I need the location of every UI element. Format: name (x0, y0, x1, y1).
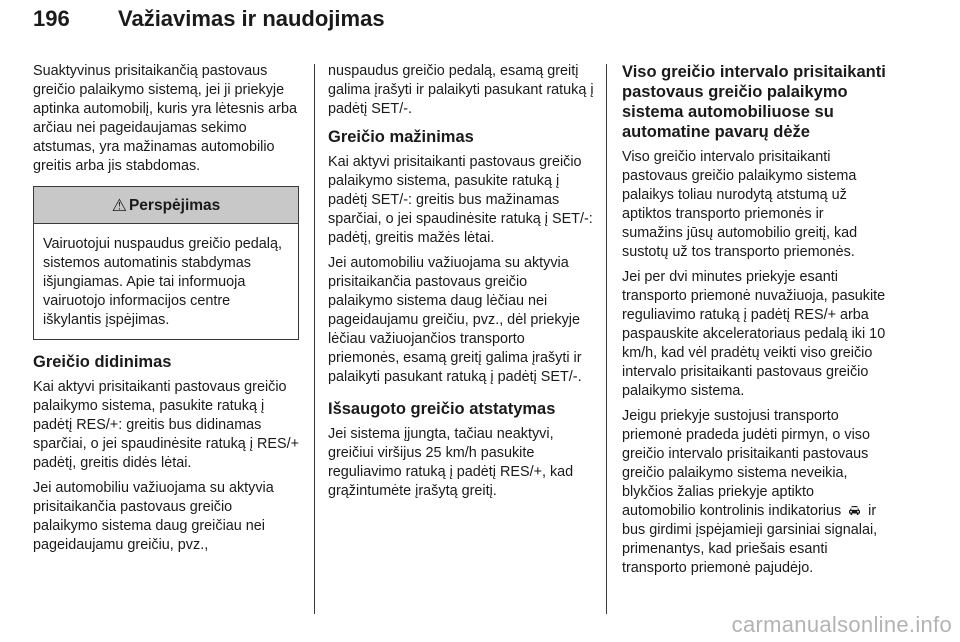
vehicle-ahead-icon (848, 505, 861, 516)
warning-body (34, 224, 298, 339)
section-heading-full-range: Viso greičio intervalo prisitaikanti pastovaus greičio palaikymo sistema automobiliuose su automatine pavarų dėže (622, 63, 886, 141)
warning-header (34, 187, 298, 224)
paragraph: Jei sistema įjungta, tačiau neaktyvi, greičiui viršijus 25 km/h pasukite reguliavimo ratuką į padėtį RES/+, kad grąžintumėte įrašytą greitį. (328, 426, 574, 499)
paragraph: Kai aktyvi prisitaikanti pastovaus greičio palaikymo sistema, pasukite ratuką į padėtį RES/+: greitis bus didinamas sparčiai, o jei spaudinėsite ratuką į RES/+ padėtį, greitis didės lėtai. (33, 379, 299, 471)
intro-paragraph: Suaktyvinus prisitaikančią pastovaus greičio palaikymo sistemą, jei ji priekyje aptinka automobilį, kuris yra lėtesnis arba arčiau nei pageidaujamas sekimo atstumas, yra mažinamas automobilio greitis arba jis stabdomas. (33, 63, 297, 174)
page-title: Važiavimas ir naudojimas (118, 6, 385, 31)
paragraph: Viso greičio intervalo prisitaikanti pastovaus greičio palaikymo sistema palaikys toliau nurodytą atstumą už aptiktos transporto priemonės ir sumažins jūsų automobilio greitį, kad sustotų už tos transporto priemonės. (622, 149, 858, 260)
section-heading-decrease: Greičio mažinimas (328, 128, 474, 146)
paragraph: Kai aktyvi prisitaikanti pastovaus greičio palaikymo sistema, pasukite ratuką į padėtį SET/-: greitis bus mažinamas sparčiai, o jei spaudinėsite ratuką į SET/-: padėtį, greitis mažės lėtai. (328, 154, 593, 246)
watermark: carmanualsonline.info (731, 612, 952, 637)
paragraph-text: ir bus girdimi įspėjamieji garsiniai signalai, primenantys, kad priešais esanti transporto priemonė pajudėjo. (622, 503, 878, 576)
column-divider (314, 64, 315, 614)
paragraph: Jei per dvi minutes priekyje esanti transporto priemonė nuvažiuoja, pasukite reguliavimo ratuką į padėtį RES/+ arba paspauskite akceleratoriaus pedalą iki 10 km/h, kad vėl pradėtų veikti viso greičio intervalo prisitaikanti pastovaus greičio palaikymo sistema. (622, 269, 886, 399)
section-heading-restore: Išsaugoto greičio atstatymas (328, 400, 556, 418)
warning-box (33, 186, 299, 340)
paragraph: nuspaudus greičio pedalą, esamą greitį galima įrašyti ir palaikyti pasukant ratuką į padėtį SET/-. (328, 63, 594, 117)
paragraph: Jei automobiliu važiuojama su aktyvia prisitaikančia pastovaus greičio palaikymo sistema daug greičiau nei pageidaujamu greičiu, pvz., (33, 480, 274, 553)
warning-title: Perspėjimas (128, 196, 221, 214)
page-number: 196 (33, 6, 70, 31)
column-right (622, 62, 888, 584)
page-header (33, 6, 929, 50)
warning-text: Vairuotojui nuspaudus greičio pedalą, sistemos automatinis stabdymas išjungiamas. Apie tai informuoja vairuotojo informacijos centre iškylantis įspėjimas. (43, 236, 282, 328)
paragraph: Jei automobiliu važiuojama su aktyvia prisitaikančia pastovaus greičio palaikymo sistema daug lėčiau nei pageidaujamu greičiu, pvz., dėl priekyje lėčiau važiuojančios transporto priemonės, esamą greitį galima įrašyti ir palaikyti pasukant ratuką į padėtį SET/-. (328, 255, 582, 385)
column-left (33, 62, 299, 561)
section-heading-increase: Greičio didinimas (33, 353, 172, 371)
paragraph (622, 407, 888, 578)
paragraph-text: Jeigu priekyje sustojusi transporto priemonė pradeda judėti pirmyn, o viso greičio intervalo prisitaikanti pastovaus greičio palaikymo sistema neveikia, blykčios žalias priekyje aptikto automobilio kontrolinis indikatorius (622, 408, 870, 519)
column-divider (606, 64, 607, 614)
column-middle (328, 62, 594, 507)
warning-triangle-icon: ⚠ (111, 195, 127, 215)
